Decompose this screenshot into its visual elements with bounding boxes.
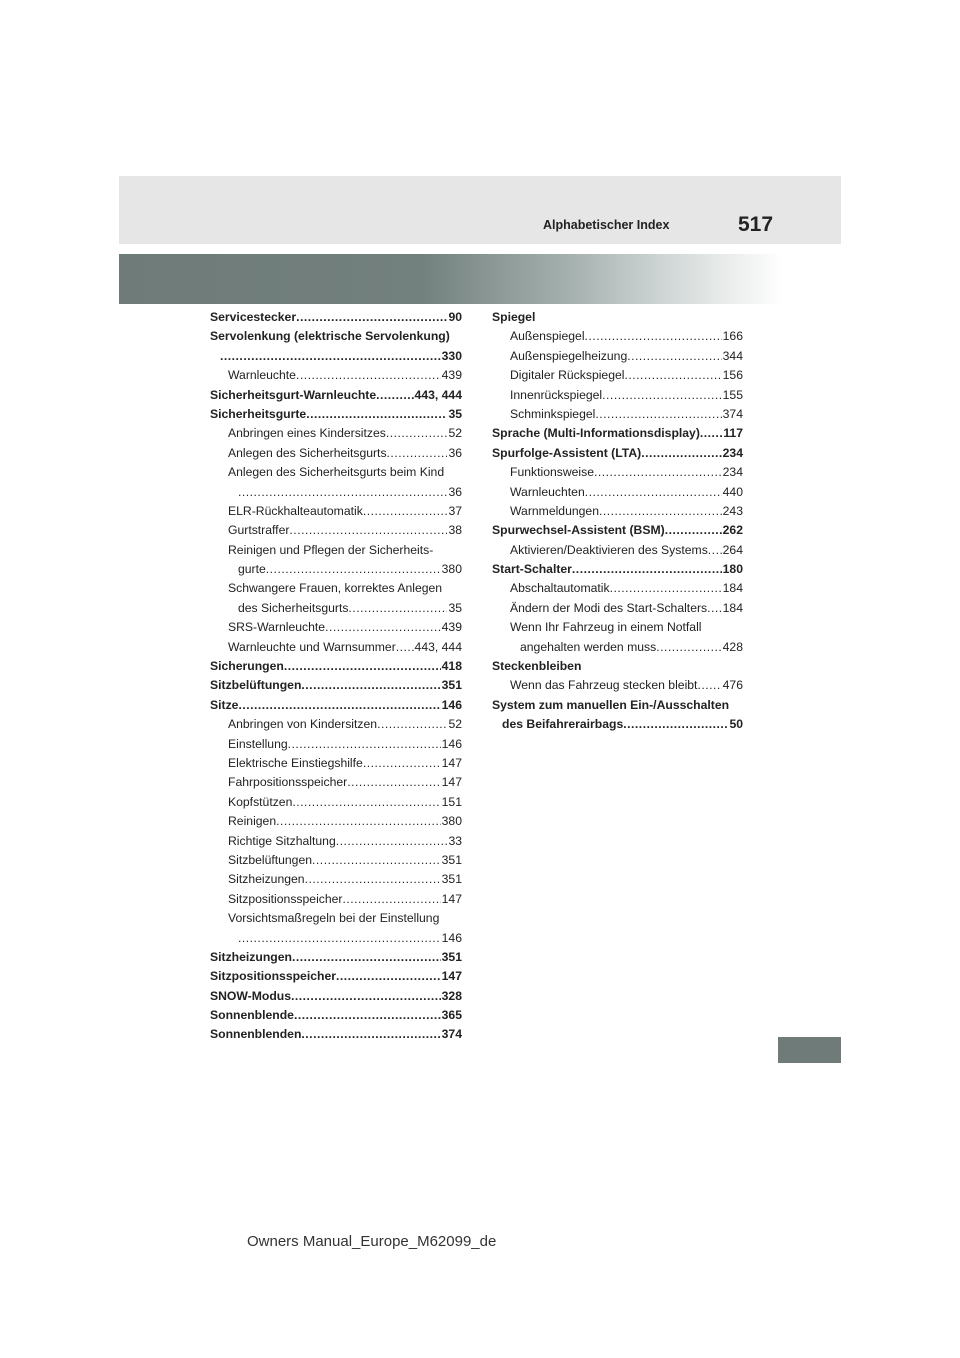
index-entry-label: Sitzheizungen xyxy=(228,872,305,887)
index-entry-label: Sitzheizungen xyxy=(210,949,292,964)
index-entry-page[interactable]: 262 xyxy=(722,523,743,538)
index-entry xyxy=(210,987,462,1006)
index-entry xyxy=(492,696,743,715)
leader-dots xyxy=(342,890,440,909)
index-entry-label: Sitzbelüftungen xyxy=(210,678,302,693)
index-entry xyxy=(492,347,743,366)
leader-dots xyxy=(296,308,447,327)
index-entry xyxy=(210,521,462,540)
index-entry-label: ELR-Rückhalteautomatik xyxy=(228,503,363,518)
index-entry xyxy=(492,521,743,540)
index-entry xyxy=(492,308,743,327)
leader-dots xyxy=(336,967,441,986)
section-title: Alphabetischer Index xyxy=(543,218,670,232)
index-entry xyxy=(492,676,743,695)
index-entry-label: Start-Schalter xyxy=(492,562,572,577)
index-entry xyxy=(492,444,743,463)
leader-dots xyxy=(301,676,440,695)
index-entry-label: Fahrpositionsspeicher xyxy=(228,775,348,790)
index-entry-label: Kopfstützen xyxy=(228,794,293,809)
index-entry xyxy=(210,386,462,405)
index-entry xyxy=(492,657,743,676)
index-entry xyxy=(210,638,462,657)
index-entry-label: Ändern der Modi des Start-Schalters xyxy=(510,600,708,615)
index-entry-label: angehalten werden muss xyxy=(520,639,657,654)
index-entry xyxy=(210,541,462,560)
index-entry-label: Innenrückspiegel xyxy=(510,387,603,402)
index-entry-page[interactable]: 33 xyxy=(448,833,462,848)
index-entry-page[interactable]: 90 xyxy=(448,310,462,324)
index-entry-label: Sitze xyxy=(210,697,239,712)
index-entry-label: Steckenbleiben xyxy=(492,659,582,674)
leader-dots xyxy=(296,366,441,385)
index-entry-page[interactable]: 374 xyxy=(722,406,743,421)
leader-dots xyxy=(336,832,448,851)
index-entry-page[interactable]: 147 xyxy=(441,969,462,984)
index-entry-label: Einstellung xyxy=(228,736,288,751)
index-entry xyxy=(210,890,462,909)
index-entry-page[interactable]: 330 xyxy=(441,348,462,363)
index-entry xyxy=(210,967,462,986)
index-entry xyxy=(210,560,462,579)
leader-dots xyxy=(585,327,722,346)
index-entry-label: Sprache (Multi-Informationsdisplay) xyxy=(492,426,700,441)
index-entry xyxy=(492,560,743,579)
index-entry-page[interactable]: 35 xyxy=(448,406,462,421)
index-entry xyxy=(210,754,462,773)
index-entry xyxy=(210,832,462,851)
index-entry xyxy=(210,696,462,715)
index-entry xyxy=(210,657,462,676)
index-entry-page[interactable]: 328 xyxy=(441,988,462,1003)
index-entry-page[interactable]: 443, 444 xyxy=(414,387,462,402)
index-entry xyxy=(210,1006,462,1025)
leader-dots xyxy=(238,696,440,715)
leader-dots xyxy=(312,851,441,870)
index-entry-page[interactable]: 439 xyxy=(441,368,462,383)
index-entry xyxy=(492,638,743,657)
index-entry-label: Aktivieren/Deaktivieren des Systems xyxy=(510,542,708,557)
index-entry-page[interactable]: 52 xyxy=(448,717,462,732)
index-entry-label: Sitzbelüftungen xyxy=(228,852,313,867)
index-entry xyxy=(210,676,462,695)
leader-dots xyxy=(305,870,441,889)
index-entry-label: Warnleuchte xyxy=(228,368,296,383)
index-entry-page[interactable]: 151 xyxy=(441,794,462,809)
index-entry-label: Richtige Sitzhaltung xyxy=(228,833,336,848)
index-entry-label: Spurfolge-Assistent (LTA) xyxy=(492,445,642,460)
leader-dots xyxy=(602,386,722,405)
index-entry-page[interactable]: 351 xyxy=(441,852,462,867)
index-entry-page[interactable]: 146 xyxy=(441,697,462,712)
index-entry-label: Sicherungen xyxy=(210,659,284,674)
chapter-tab-marker xyxy=(778,1037,841,1063)
index-entry xyxy=(492,463,743,482)
leader-dots xyxy=(700,424,722,443)
index-entry-label: Außenspiegelheizung xyxy=(510,348,628,363)
index-entry-page[interactable]: 37 xyxy=(448,503,462,518)
index-entry xyxy=(210,618,462,637)
index-entry-page[interactable]: 351 xyxy=(441,872,462,887)
index-column-left xyxy=(210,308,462,1045)
index-entry-page[interactable]: 234 xyxy=(722,445,743,460)
index-entry-label: SNOW-Modus xyxy=(210,988,291,1003)
index-entry-label: des Sicherheitsgurts xyxy=(238,600,349,615)
leader-dots xyxy=(624,366,721,385)
leader-dots xyxy=(610,579,722,598)
leader-dots xyxy=(656,638,721,657)
leader-dots xyxy=(347,773,440,792)
index-entry xyxy=(492,618,743,637)
index-entry-page[interactable]: 146 xyxy=(441,930,462,945)
index-entry xyxy=(210,773,462,792)
index-entry-page[interactable]: 476 xyxy=(722,678,743,693)
leader-dots xyxy=(641,444,721,463)
index-entry xyxy=(492,502,743,521)
index-entry-page[interactable]: 380 xyxy=(441,814,462,829)
index-entry-page[interactable]: 184 xyxy=(722,600,743,615)
index-entry-label: Servolenkung (elektrische Servolenkung) xyxy=(210,329,450,344)
index-entry xyxy=(210,599,462,618)
index-entry xyxy=(210,327,462,346)
index-entry-label: Anbringen eines Kindersitzes xyxy=(228,426,386,441)
index-entry-label: Warnleuchten xyxy=(510,484,585,499)
leader-dots xyxy=(284,657,441,676)
leader-dots xyxy=(289,521,447,540)
index-entry-page[interactable]: 184 xyxy=(722,581,743,596)
index-entry-page[interactable]: 146 xyxy=(441,736,462,751)
leader-dots xyxy=(697,676,721,695)
index-entry xyxy=(210,851,462,870)
leader-dots xyxy=(266,560,441,579)
leader-dots xyxy=(288,735,441,754)
index-entry xyxy=(210,308,462,327)
page-number: 517 xyxy=(738,213,774,236)
index-entry xyxy=(492,579,743,598)
index-entry-page[interactable]: 264 xyxy=(722,542,743,557)
leader-dots xyxy=(594,463,722,482)
index-entry xyxy=(492,715,743,734)
index-entry xyxy=(210,444,462,463)
index-entry xyxy=(210,424,462,443)
leader-dots xyxy=(325,618,441,637)
index-entry xyxy=(492,483,743,502)
decorative-gradient-bar xyxy=(119,254,841,304)
leader-dots xyxy=(377,715,447,734)
index-entry-page[interactable]: 36 xyxy=(448,484,462,499)
index-entry-label: Sonnenblende xyxy=(210,1008,294,1023)
leader-dots xyxy=(292,948,441,967)
index-entry xyxy=(492,386,743,405)
leader-dots xyxy=(623,715,728,734)
leader-dots xyxy=(627,347,721,366)
index-entry-label: Funktionsweise xyxy=(510,465,594,480)
index-entry-label: Wenn Ihr Fahrzeug in einem Notfall xyxy=(510,620,702,635)
leader-dots xyxy=(292,793,440,812)
index-entry xyxy=(210,812,462,831)
leader-dots xyxy=(363,754,441,773)
index-entry-page[interactable]: 117 xyxy=(723,426,743,441)
index-entry-label: Sicherheitsgurt-Warnleuchte xyxy=(210,387,377,402)
index-entry-label: Elektrische Einstiegshilfe xyxy=(228,755,363,770)
index-entry xyxy=(492,366,743,385)
index-entry-page[interactable]: 351 xyxy=(441,678,462,693)
index-entry xyxy=(210,793,462,812)
index-entry-page[interactable]: 344 xyxy=(722,348,743,363)
index-entry xyxy=(210,366,462,385)
leader-dots xyxy=(294,1006,441,1025)
index-entry-page[interactable]: 35 xyxy=(448,600,462,615)
index-entry-page[interactable]: 428 xyxy=(722,639,743,654)
header-band xyxy=(119,176,841,244)
index-entry xyxy=(210,463,462,482)
index-entry-page[interactable]: 380 xyxy=(441,562,462,577)
index-entry-label: Warnleuchte und Warnsummer xyxy=(228,639,396,654)
index-entry-label: Reinigen und Pflegen der Sicherheits- xyxy=(228,542,434,557)
index-entry-label: Gurtstraffer xyxy=(228,523,290,538)
leader-dots xyxy=(306,405,447,424)
index-entry-label: des Beifahrerairbags xyxy=(502,717,624,732)
index-entry-page[interactable]: 166 xyxy=(722,329,743,344)
index-entry-label: Sitzpositionsspeicher xyxy=(210,969,336,984)
index-entry-label: Anlegen des Sicherheitsgurts xyxy=(228,445,387,460)
index-entry-page[interactable]: 443, 444 xyxy=(414,639,462,654)
footer-document-id: Owners Manual_Europe_M62099_de xyxy=(247,1233,497,1250)
index-entry xyxy=(210,715,462,734)
index-entry xyxy=(210,405,462,424)
index-entry xyxy=(210,948,462,967)
index-entry xyxy=(210,735,462,754)
index-entry-page[interactable]: 439 xyxy=(441,620,462,635)
index-entry-label: SRS-Warnleuchte xyxy=(228,620,326,635)
index-entry xyxy=(210,909,462,928)
index-entry xyxy=(210,870,462,889)
index-entry-label: System zum manuellen Ein-/Ausschalten xyxy=(492,697,730,712)
index-entry-label: Spiegel xyxy=(492,310,536,324)
leader-dots xyxy=(363,502,448,521)
index-entry-page[interactable]: 365 xyxy=(441,1008,462,1023)
index-entry-page[interactable]: 351 xyxy=(441,949,462,964)
leader-dots xyxy=(707,599,722,618)
leader-dots xyxy=(291,987,441,1006)
index-entry-page[interactable]: 50 xyxy=(729,717,743,732)
leader-dots xyxy=(585,483,722,502)
leader-dots xyxy=(708,541,722,560)
index-entry-page[interactable]: 418 xyxy=(441,659,462,674)
index-entry-page[interactable]: 52 xyxy=(448,426,462,441)
index-entry-page[interactable]: 147 xyxy=(441,775,462,790)
index-entry-page[interactable]: 155 xyxy=(722,387,743,402)
index-entry xyxy=(210,929,462,948)
index-entry xyxy=(492,599,743,618)
index-entry-page[interactable]: 147 xyxy=(441,755,462,770)
index-entry-label: Schwangere Frauen, korrektes Anlegen xyxy=(228,581,443,596)
index-entry-label: Spurwechsel-Assistent (BSM) xyxy=(492,523,665,538)
index-entry-label: Warnmeldungen xyxy=(510,503,599,518)
index-entry-page[interactable]: 38 xyxy=(448,523,462,538)
leader-dots xyxy=(220,347,441,366)
index-entry-page[interactable]: 156 xyxy=(722,368,743,383)
index-entry xyxy=(210,1025,462,1044)
index-entry-page[interactable]: 147 xyxy=(441,891,462,906)
index-entry xyxy=(492,541,743,560)
index-entry-label: Vorsichtsmaßregeln bei der Einstellung xyxy=(228,911,440,926)
index-entry-page[interactable]: 180 xyxy=(722,562,743,577)
leader-dots xyxy=(238,929,441,948)
index-entry-label: Digitaler Rückspiegel xyxy=(510,368,625,383)
index-entry-label: Anbringen von Kindersitzen xyxy=(228,717,378,732)
leader-dots xyxy=(572,560,722,579)
index-column-right xyxy=(492,308,743,735)
leader-dots xyxy=(376,386,413,405)
index-entry-label: Sitzpositionsspeicher xyxy=(228,891,343,906)
leader-dots xyxy=(301,1025,440,1044)
leader-dots xyxy=(396,638,414,657)
leader-dots xyxy=(386,424,448,443)
index-entry-label: Sonnenblenden xyxy=(210,1027,302,1042)
index-entry-label: Schminkspiegel xyxy=(510,406,596,421)
index-entry-page[interactable]: 243 xyxy=(722,503,743,518)
index-entry xyxy=(492,327,743,346)
leader-dots xyxy=(348,599,447,618)
index-entry xyxy=(492,405,743,424)
index-entry-label: Wenn das Fahrzeug stecken bleibt xyxy=(510,678,698,693)
index-entry xyxy=(492,424,743,443)
index-entry xyxy=(210,483,462,502)
leader-dots xyxy=(599,502,722,521)
index-entry xyxy=(210,347,462,366)
index-entry-label: Außenspiegel xyxy=(510,329,585,344)
index-entry-label: Reinigen xyxy=(228,814,277,829)
index-entry-page[interactable]: 36 xyxy=(448,445,462,460)
index-entry-label: Sicherheitsgurte xyxy=(210,406,307,421)
leader-dots xyxy=(276,812,441,831)
index-entry-label: gurte xyxy=(238,562,266,577)
index-entry-label: Servicestecker xyxy=(210,310,297,324)
leader-dots xyxy=(665,521,722,540)
index-entry-page[interactable]: 234 xyxy=(722,465,743,480)
index-entry-page[interactable]: 374 xyxy=(441,1027,462,1042)
leader-dots xyxy=(595,405,721,424)
index-entry-label: Anlegen des Sicherheitsgurts beim Kind xyxy=(228,465,445,480)
leader-dots xyxy=(387,444,448,463)
index-entry-label: Abschaltautomatik xyxy=(510,581,610,596)
leader-dots xyxy=(238,483,447,502)
index-entry xyxy=(210,502,462,521)
index-entry xyxy=(210,579,462,598)
index-entry-page[interactable]: 440 xyxy=(722,484,743,499)
